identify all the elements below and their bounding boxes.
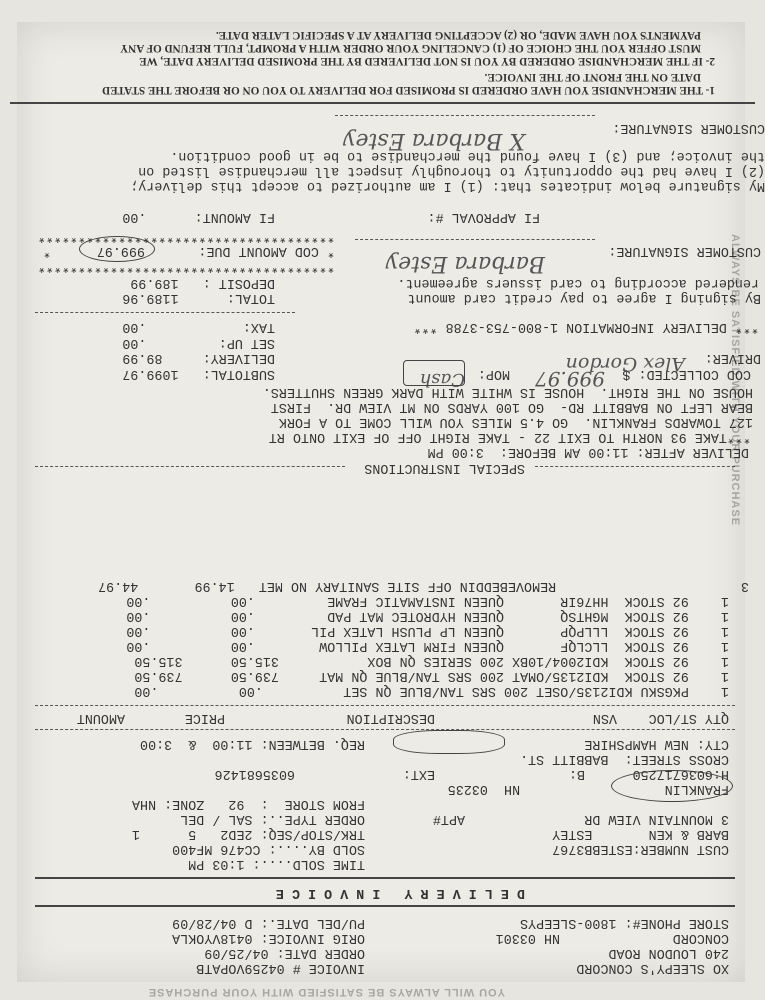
setup-charge: SET UP: .00 bbox=[122, 335, 275, 350]
directions-line: 127 TOWARDS FRANKLIN. GO 4.5 MILES YOU WILL COME TO A FORK bbox=[278, 414, 753, 429]
total-divider bbox=[35, 312, 295, 313]
line-item: 1 92 STOCK KDI2004/10BX 200 SERIES QN BOX 315.50 315.50 bbox=[134, 653, 729, 668]
policy-text: DATE ON THE FRONT OF THE INVOICE. bbox=[484, 71, 701, 83]
fi-approval: FI APPROVAL #: bbox=[427, 209, 540, 224]
driver-label: DRIVER: bbox=[704, 350, 761, 365]
deliver-window: DELIVER AFTER: 11:00 AM BEFORE: 3:00 PM bbox=[427, 444, 749, 459]
invoice-title: D E L I V E R Y I N V O I C E bbox=[275, 885, 525, 900]
sign-agreement-line: By signing I agree to pay credit card amount bbox=[407, 290, 761, 305]
policy-text: 1- THE MERCHANDISE YOU HAVE ORDERED IS PROMISED FOR DELIVERY TO YOU ON OR BEFORE THE STATED bbox=[102, 84, 715, 96]
orig-invoice: ORIG INVOICE: 0418VYOKLA bbox=[172, 930, 365, 945]
store-phone: STORE PHONE#: 1800-SLEEPYS bbox=[520, 915, 729, 930]
pu-del-date: PU/DEL DATE.: D 04/28/09 bbox=[172, 915, 365, 930]
header-price: PRICE bbox=[184, 710, 225, 725]
side-watermark: ALWAYS BE SATISFIED WITH YOUR PURCHASE bbox=[729, 234, 741, 527]
special-divider-left bbox=[535, 466, 735, 467]
directions-line: HOUSE ON THE RIGHT. HOUSE IS WHITE WITH DARK GREEN SHUTTERS. bbox=[262, 384, 753, 399]
order-date: ORDER DATE: 04/25/09 bbox=[204, 945, 365, 960]
cod-collected-amount: 999.97 bbox=[535, 367, 605, 391]
store-name: XO SLEEPY'S CONCORD bbox=[576, 960, 729, 975]
directions-line: BEAR LEFT ON BABBITT RD- GO 100 YARDS ON MT VIEW DR. FIRST bbox=[270, 399, 753, 414]
req-between: REQ. BETWEEN: 11:00 & 3:00 bbox=[140, 736, 365, 751]
cust-number: CUST NUMBER:ESTEBB3767 bbox=[552, 841, 729, 856]
cod-amount-due-end: * bbox=[42, 243, 51, 258]
driver-name: Alex Gordon bbox=[565, 353, 685, 375]
mop-value: Cash bbox=[419, 369, 465, 390]
special-divider-right bbox=[35, 466, 345, 467]
line-item: 1 PKGSKU KDI2135/OSET 200 SRS TAN/BLUE QN SET .00 .00 bbox=[134, 683, 729, 698]
store-address: 240 LOUDON ROAD bbox=[608, 945, 729, 960]
total: TOTAL: 1189.96 bbox=[122, 290, 275, 305]
tax: TAX: .00 bbox=[122, 319, 275, 334]
delivery-info: *** DELIVERY INFORMATION 1-800-753-3788 *** bbox=[413, 319, 759, 334]
cod-amount-due-value: 999.97 bbox=[96, 243, 145, 258]
special-instructions-heading: SPECIAL INSTRUCTIONS bbox=[364, 460, 525, 475]
customer-signature-label: CUSTOMER SIGNATURE: bbox=[608, 243, 761, 258]
signature-line bbox=[355, 239, 595, 240]
sign-agreement-line: rendered according to card issuers agreement. bbox=[397, 275, 759, 290]
other-phone: 6035681426 bbox=[214, 766, 295, 781]
line-item: 1 92 STOCK KDI2135/OMAT 200 SRS TAN/BLUE QN MAT 739.50 739.50 bbox=[134, 668, 729, 683]
trk-stop-seq: TRK/STOP/SEQ: 2ED2 5 1 bbox=[131, 826, 365, 841]
policy-text: 2- IF THE MERCHANDISE ORDERED BY YOU IS NOT DELIVERED BY THE PROMISED DELIVERY DATE, WE bbox=[139, 55, 715, 67]
policy-text: PAYMENTS YOU HAVE MADE, OR (2) ACCEPTING DELIVERY AT A SPECIFIC LATER DATE. bbox=[215, 29, 701, 41]
title-rule-bottom bbox=[35, 877, 735, 879]
line-item: 1 92 STOCK LLCLQF QUEEN FIRM LATEX PILLOW .00 .00 bbox=[126, 638, 729, 653]
ack-signature: X Barbara Estey bbox=[343, 128, 525, 153]
sold-by: SOLD BY....: CC476 MF400 bbox=[172, 841, 365, 856]
customer-apt: APT# bbox=[432, 811, 465, 826]
header-description: DESCRIPTION bbox=[346, 710, 435, 725]
fi-amount: FI AMOUNT: .00 bbox=[122, 209, 275, 224]
cod-amount-due-label: * COD AMOUNT DUE: bbox=[198, 243, 335, 258]
footer-banner: YOU WILL ALWAYS BE SATISFIED WITH YOUR PURCHASE bbox=[147, 986, 505, 998]
store-state-zip: NH 03301 bbox=[495, 930, 560, 945]
policy-rule bbox=[10, 102, 755, 104]
stars-divider: ************************************* bbox=[37, 228, 335, 243]
ack-signature-line bbox=[335, 115, 595, 116]
acknowledgement-line: My signature below indicates that: (1) I am authorized to accept this delivery; bbox=[130, 178, 765, 193]
customer-city: FRANKLIN NH 03235 bbox=[447, 781, 729, 796]
mop-box-mark bbox=[403, 360, 465, 390]
customer-county: CTY: NEW HAMPSHIRE bbox=[584, 736, 729, 751]
subtotal: SUBTOTAL: 1099.97 bbox=[122, 366, 275, 381]
header-amount: AMOUNT bbox=[76, 710, 125, 725]
time-sold: TIME SOLD....: 1:03 PM bbox=[188, 856, 365, 871]
acknowledgement-line: the invoice; and (3) I have found the merchandise to be in good condition. bbox=[170, 148, 765, 163]
phone-ext: EXT: bbox=[402, 766, 435, 781]
cod-collected: COD COLLECTED: $ bbox=[622, 366, 751, 381]
stars-divider: ************************************* bbox=[37, 258, 335, 273]
line-item: 1 92 STOCK HH76IR QUEEN INSTAMATIC FRAME .00 .00 bbox=[126, 593, 729, 608]
scribbled-note-mark bbox=[393, 730, 505, 754]
title-rule-top bbox=[35, 905, 735, 907]
delivery-charge: DELIVERY: 89.99 bbox=[122, 350, 275, 365]
deposit: DEPOSIT : 189.99 bbox=[130, 275, 275, 290]
business-phone: B: bbox=[568, 766, 585, 781]
invoice-number: INVOICE # 04259VOPATB bbox=[196, 960, 365, 975]
order-type: ORDER TYPE..: SAL / DEL bbox=[180, 811, 365, 826]
line-item: 1 92 STOCK LLLPQP QUEEN LP PLUSH LATEX PIL .00 .00 bbox=[126, 623, 729, 638]
from-store: FROM STORE : 92 ZONE: NHA bbox=[131, 796, 365, 811]
store-city: CONCORD bbox=[672, 930, 729, 945]
line-item: 3 REMOVEBEDDIN OFF SITE SANITARY NO MET 14.99 44.97 bbox=[98, 578, 749, 593]
customer-street: 3 MOUNTAIN VIEW DR bbox=[584, 811, 729, 826]
directions-line: ***TAKE 93 NORTH TO EXIT 22 - TAKE RIGHT OFF OF EXIT ONTO RT bbox=[268, 429, 751, 444]
acknowledgement-line: (2) I have had the opportunity to thoroughly inspect all merchandise listed on bbox=[138, 163, 765, 178]
header-vsn: VSN bbox=[592, 710, 617, 725]
customer-signature: Barbara Estey bbox=[385, 251, 545, 276]
ack-signature-label: CUSTOMER SIGNATURE: bbox=[612, 120, 765, 135]
home-phone: H:6036717250 bbox=[632, 766, 729, 781]
mop-label: MOP: bbox=[477, 366, 510, 381]
customer-name: BARB & KEN ESTEY bbox=[552, 826, 729, 841]
items-divider-top bbox=[35, 729, 735, 730]
policy-text: MUST OFFER YOU THE CHOICE OF (1) CANCELING YOUR ORDER WITH A PROMPT, FULL REFUND OF ANY bbox=[120, 42, 701, 54]
cross-street: CROSS STREET: BABBITT ST. bbox=[520, 751, 729, 766]
line-item: 1 92 STOCK MGHTSQ QUEEN HYDROTEC MAT PAD .00 .00 bbox=[126, 608, 729, 623]
header-qty: QTY ST/LOC bbox=[648, 710, 729, 725]
items-divider-bottom bbox=[35, 705, 735, 706]
